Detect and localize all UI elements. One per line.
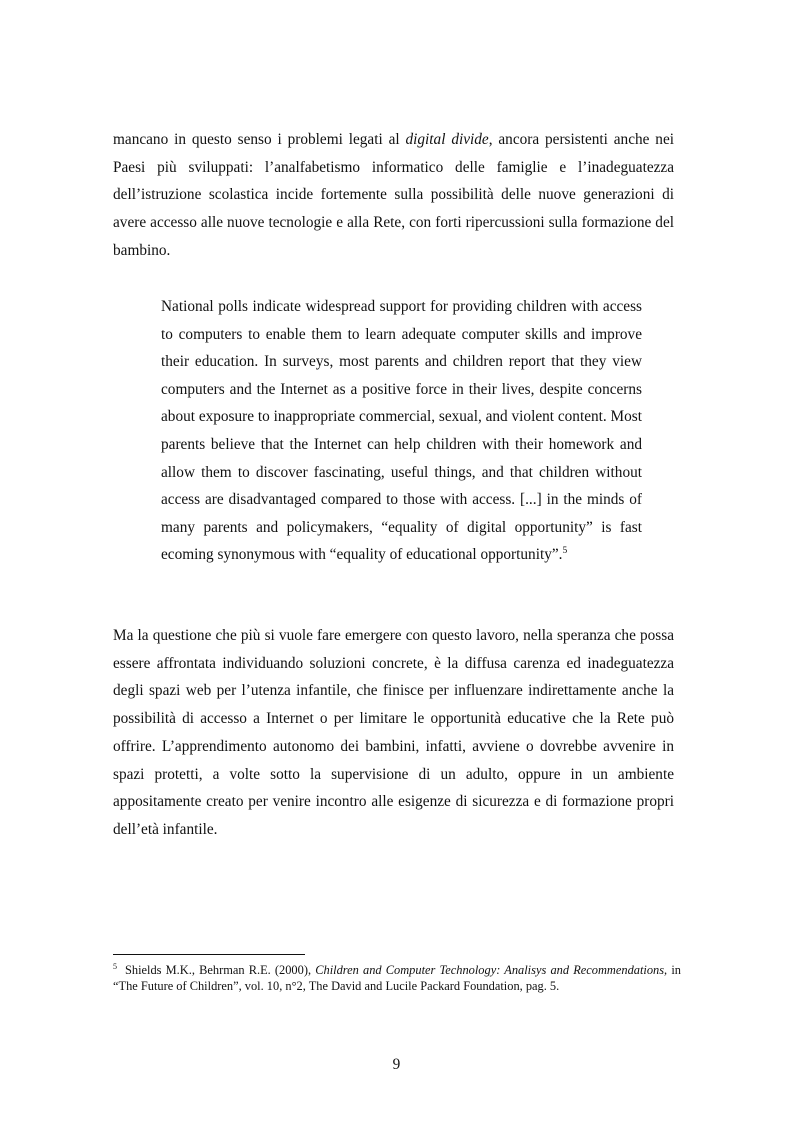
footnote — [113, 962, 681, 995]
paragraph-1-text-start: mancano in questo senso i problemi legati al — [113, 131, 406, 148]
footnote-number: 5 — [113, 962, 117, 971]
body-paragraph-1 — [113, 126, 674, 265]
footnote-title: Children and Computer Technology: Analisys and Recommendations, — [315, 963, 668, 977]
digital-divide-emphasis: digital divide — [405, 131, 489, 148]
footnote-separator — [113, 954, 305, 955]
footnote-reference[interactable]: 5 — [562, 546, 568, 557]
footnote-authors: Shields M.K., Behrman R.E. (2000), — [125, 963, 316, 977]
paragraph-2-text: Ma la questione che più si vuole fare emergere con questo lavoro, nella speranza che possa essere affrontata individuando soluzioni concrete, è la diffusa carenza ed inadeguatezza degli spazi web per l’utenza infantile, che finisce per influenzare indirettamente anche la possibilità di accesso a Internet o per limitare le opportunità educative che la Rete può offrire. L’apprendimento autonomo dei bambini, infatti, avviene o dovrebbe avvenire in spazi protetti, a volte sotto la supervisione di un adulto, oppure in un ambiente appositamente creato per venire incontro alle esigenze di sicurezza e di formazione propri dell’età infantile. — [113, 627, 674, 838]
body-paragraph-2 — [113, 622, 674, 844]
footnote-source: in “The Future of Children”, vol. 10, n°2, The David and Lucile Packard Foundation, pag. 5. — [113, 963, 681, 994]
quote-text: National polls indicate widespread support for providing children with access to computers to enable them to learn adequate computer skills and improve their education. In surveys, most parents and children report that they view computers and the Internet as a positive force in their lives, despite concerns about exposure to inappropriate commercial, sexual, and violent content. Most parents believe that the Internet can help children with their homework and allow them to discover fascinating, useful things, and that children without access are disadvantaged compared to those with access. [...] in the minds of many parents and policymakers, “equality of digital opportunity” is fast ecoming synonymous with “equality of educational opportunity”. — [161, 298, 642, 564]
page-number: 9 — [392, 1056, 401, 1073]
paragraph-1-text-end: , ancora persistenti anche nei Paesi più sviluppati: l’analfabetismo informatico delle famiglie e l’inadeguatezza dell’istruzione scolastica incide fortemente sulla possibilità delle nuove generazioni di avere accesso alle nuove tecnologie e alla Rete, con forti ripercussioni sulla formazione del bambino. — [113, 131, 674, 259]
block-quote — [161, 293, 642, 569]
